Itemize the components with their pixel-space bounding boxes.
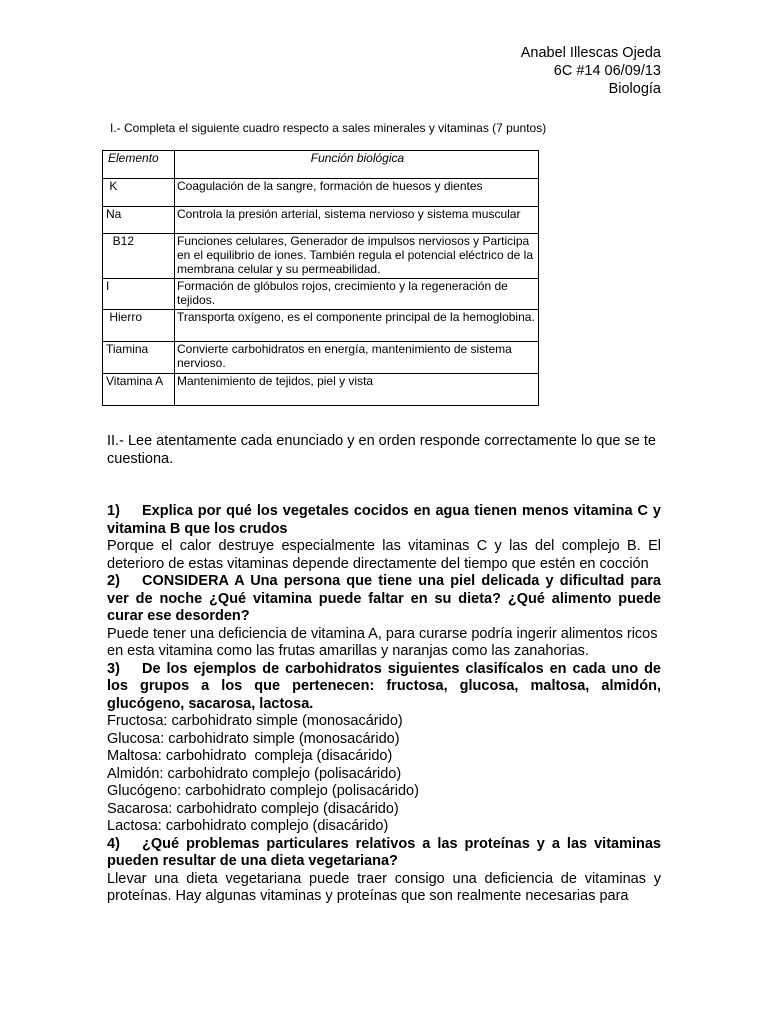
table-row [103,234,539,279]
table-row [103,310,539,342]
function-cell: Convierte carbohidratos en energía, mantenimiento de sistema nervioso. [175,342,539,374]
question-4 [107,836,661,871]
answer-3-line: Glucosa: carbohidrato simple (monosacárido) [107,730,400,747]
element-cell: K [103,179,175,207]
question-1 [107,503,661,538]
answer-3-line: Maltosa: carbohidrato compleja (disacárido) [107,748,393,764]
answer-4: Llevar una dieta vegetariana puede traer consigo una deficiencia de vitaminas y proteínas. Hay algunas vitaminas y proteínas que son realmente necesarias para [107,870,661,904]
question-text: Explica por qué los vegetales cocidos en agua tienen menos vitamina C y vitamina B que los crudos [107,503,661,537]
questions-body [107,503,661,906]
function-cell: Funciones celulares, Generador de impulsos nerviosos y Participa en el equilibrio de iones. También regula el potencial eléctrico de la membrana celular y su permeabilidad. [175,234,539,279]
function-cell: Formación de glóbulos rojos, crecimiento y la regeneración de tejidos. [175,279,539,310]
question-number: 3) [107,660,120,677]
answer-1: Porque el calor destruye especialmente las vitaminas C y las del complejo B. El deterioro de estas vitaminas depende directamente del tiempo que estén en cocción [107,538,661,572]
table-row [103,279,539,310]
table-row [103,374,539,406]
group-date: 6C #14 06/09/13 [553,63,661,79]
table-row [103,207,539,234]
answer-3-line: Lactosa: carbohidrato complejo (disacárido) [107,818,389,834]
answer-2: Puede tener una deficiencia de vitamina A, para curarse podría ingerir alimentos ricos en esta vitamina como las frutas amarillas y naranjas como las zanahorias. [107,625,658,659]
element-cell: Hierro [103,310,175,342]
section2-instruction: II.- Lee atentamente cada enunciado y en orden responde correctamente lo que se te cuestiona. [107,433,656,467]
element-cell: B12 [103,234,175,279]
column-header-function: Función biológica [175,151,539,179]
answer-3-line: Fructosa: carbohidrato simple (monosacárido) [107,713,403,729]
question-number: 1) [107,503,120,519]
subject: Biología [608,81,661,97]
question-3 [107,661,661,714]
function-cell: Mantenimiento de tejidos, piel y vista [175,374,539,406]
element-cell: Vitamina A [103,374,175,406]
question-number: 2) [107,573,120,589]
table-row [103,179,539,207]
question-text: ¿Qué problemas particulares relativos a las proteínas y a las vitaminas pueden resultar de una dieta vegetariana? [107,835,661,869]
answer-3-line: Sacarosa: carbohidrato complejo (disacárido) [107,800,399,817]
element-cell: Tiamina [103,342,175,374]
elements-table [102,150,539,406]
table-row [103,342,539,374]
element-cell: I [103,279,175,310]
question-2 [107,573,661,626]
function-cell: Controla la presión arterial, sistema nervioso y sistema muscular [175,207,539,234]
student-name: Anabel Illescas Ojeda [520,45,661,61]
function-cell: Transporta oxígeno, es el componente principal de la hemoglobina. [175,310,539,342]
question-number: 4) [107,835,120,852]
column-header-element: Elemento [103,151,175,179]
question-text: CONSIDERA A Una persona que tiene una piel delicada y dificultad para ver de noche ¿Qué vitamina puede faltar en su dieta? ¿Qué alimento puede curar ese desorden? [107,573,661,624]
student-header [521,44,661,98]
element-cell: Na [103,207,175,234]
answer-3-line: Almidón: carbohidrato complejo (polisacárido) [107,765,402,782]
table-header-row [103,151,539,179]
section1-instruction: I.- Completa el siguiente cuadro respecto a sales minerales y vitaminas (7 puntos) [110,121,547,135]
function-cell: Coagulación de la sangre, formación de huesos y dientes [175,179,539,207]
question-text: De los ejemplos de carbohidratos siguientes clasifícalos en cada uno de los grupos a los que pertenecen: fructosa, glucosa, maltosa, almidón, glucógeno, sacarosa, lactosa. [107,660,661,712]
answer-3-line: Glucógeno: carbohidrato complejo (polisacárido) [107,783,419,799]
